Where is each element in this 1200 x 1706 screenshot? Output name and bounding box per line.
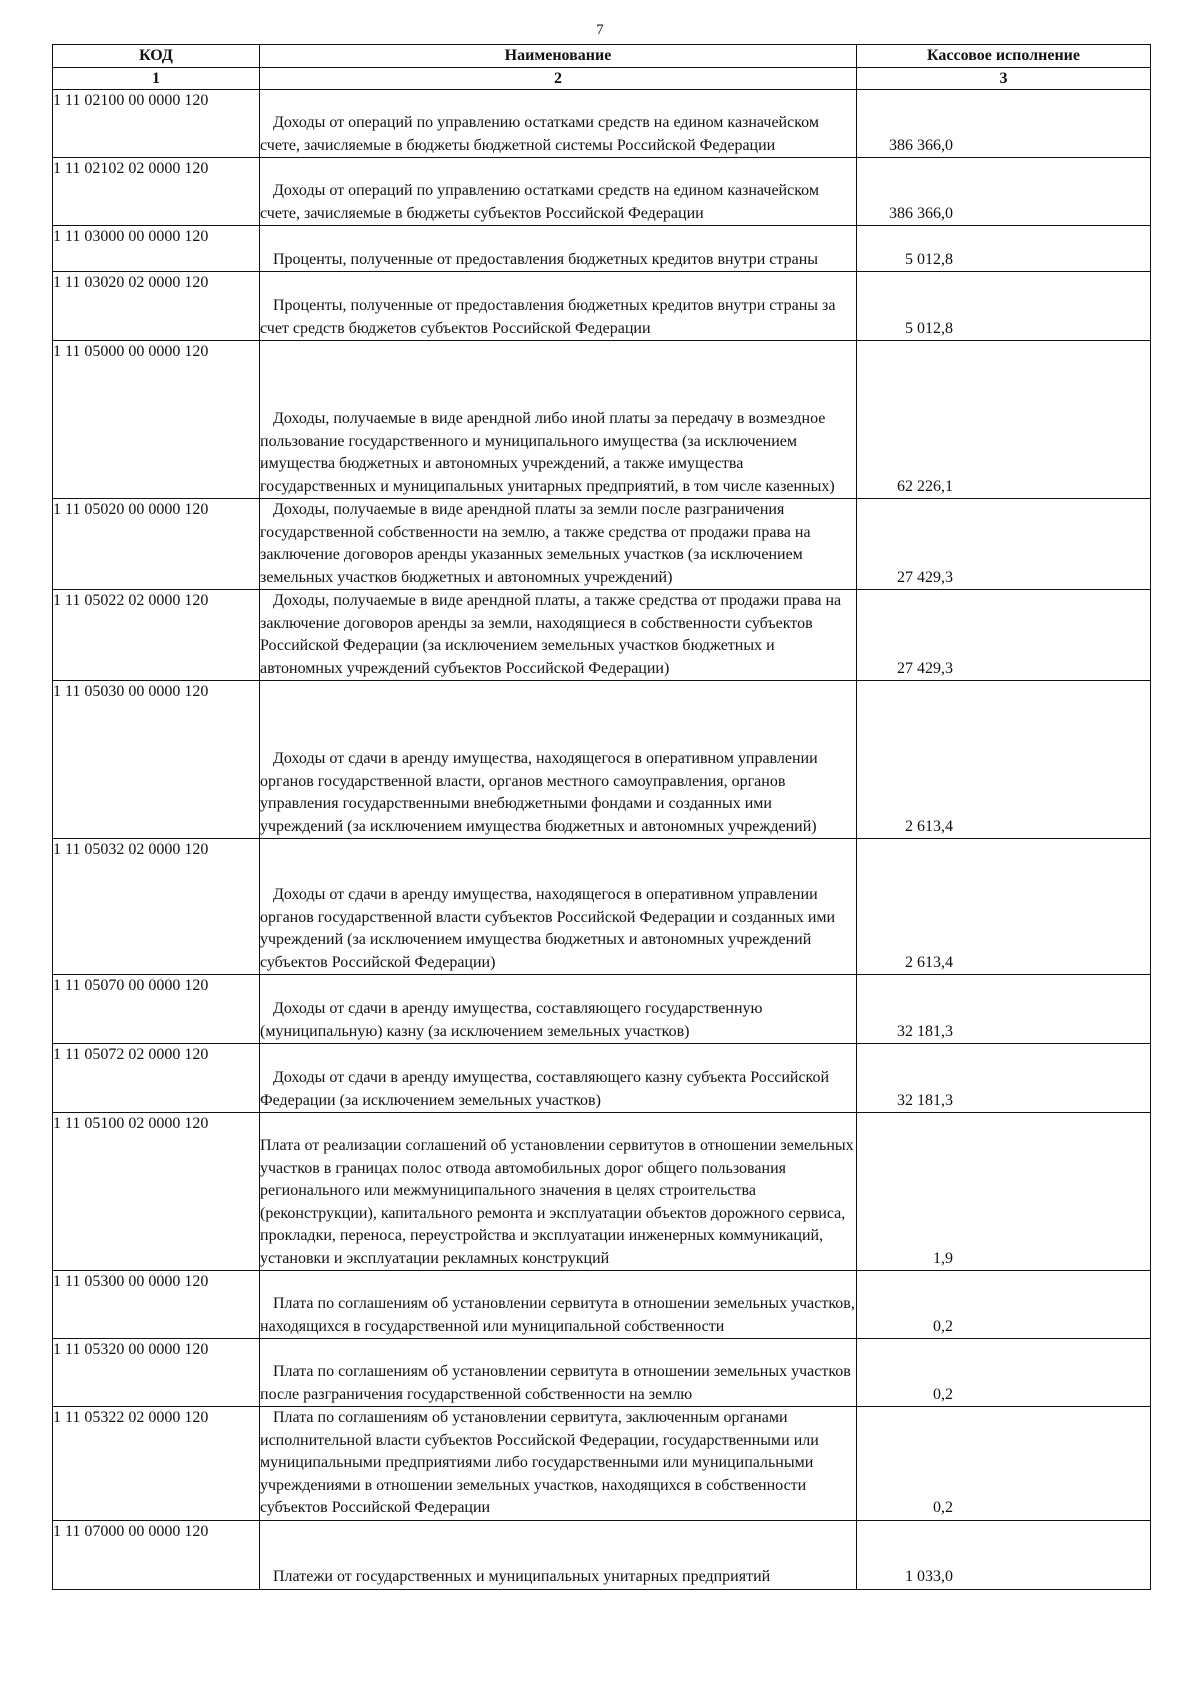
row-value-cell xyxy=(857,681,1151,839)
row-value: 2 613,4 xyxy=(905,953,953,971)
row-value-cell xyxy=(857,590,1151,681)
row-code: 1 11 05100 02 0000 120 xyxy=(53,1113,260,1271)
row-name: Доходы от сдачи в аренду имущества, составляющего государственную (муниципальную) казну (за исключением земельных участков) xyxy=(260,975,857,1044)
table-row xyxy=(53,975,1151,1044)
row-name xyxy=(260,1113,857,1271)
table-row xyxy=(53,1339,1151,1407)
row-value: 32 181,3 xyxy=(897,1091,953,1109)
row-name: Доходы от сдачи в аренду имущества, находящегося в оперативном управлении органов государственной власти, органов местного самоуправления, органов управления государственными внебюджетными фондами и созданных ими учреждений (за исключением имущества бюджетных и автономных учреждений) xyxy=(260,681,857,839)
row-value-cell xyxy=(857,1407,1151,1521)
row-value: 2 613,4 xyxy=(905,817,953,835)
row-code: 1 11 05000 00 0000 120 xyxy=(53,341,260,499)
row-code: 1 11 05300 00 0000 120 xyxy=(53,1271,260,1339)
row-value-cell xyxy=(857,975,1151,1044)
row-code: 1 11 07000 00 0000 120 xyxy=(53,1520,260,1589)
table-row xyxy=(53,90,1151,158)
row-name-spacer xyxy=(260,1113,856,1135)
table-row xyxy=(53,1520,1151,1589)
table-row xyxy=(53,1113,1151,1271)
row-code: 1 11 05020 00 0000 120 xyxy=(53,499,260,590)
row-name: Доходы от операций по управлению остатками средств на едином казначейском счете, зачисляемые в бюджеты бюджетной системы Российской Федерации xyxy=(260,90,857,158)
table-row xyxy=(53,272,1151,341)
table-row xyxy=(53,1044,1151,1113)
header-execution: Кассовое исполнение xyxy=(857,45,1151,68)
row-value: 0,2 xyxy=(933,1385,953,1403)
table-row xyxy=(53,226,1151,272)
row-value: 386 366,0 xyxy=(889,204,953,222)
row-name: Доходы, получаемые в виде арендной платы за земли после разграничения государственной собственности на землю, а также средства от продажи права на заключение договоров аренды указанных земельных участков (за исключением земельных участков бюджетных и автономных учреждений) xyxy=(260,499,857,590)
row-value: 5 012,8 xyxy=(905,319,953,337)
header-code: КОД xyxy=(53,45,260,68)
row-value-cell xyxy=(857,341,1151,499)
row-code: 1 11 05070 00 0000 120 xyxy=(53,975,260,1044)
row-value-cell xyxy=(857,226,1151,272)
row-value: 0,2 xyxy=(933,1317,953,1335)
row-name: Доходы от сдачи в аренду имущества, находящегося в оперативном управлении органов государственной власти субъектов Российской Федерации и созданных ими учреждений (за исключением имущества бюджетных и автономных учреждений субъектов Российской Федерации) xyxy=(260,839,857,975)
row-code: 1 11 02102 02 0000 120 xyxy=(53,158,260,226)
row-code: 1 11 05322 02 0000 120 xyxy=(53,1407,260,1521)
row-value: 27 429,3 xyxy=(897,568,953,586)
column-number: 2 xyxy=(260,68,857,90)
row-code: 1 11 05320 00 0000 120 xyxy=(53,1339,260,1407)
table-row xyxy=(53,590,1151,681)
row-value-cell xyxy=(857,158,1151,226)
row-value: 5 012,8 xyxy=(905,250,953,268)
table-row xyxy=(53,839,1151,975)
table-row xyxy=(53,341,1151,499)
row-code: 1 11 05072 02 0000 120 xyxy=(53,1044,260,1113)
row-value: 1,9 xyxy=(933,1249,953,1267)
row-code: 1 11 05030 00 0000 120 xyxy=(53,681,260,839)
row-code: 1 11 05022 02 0000 120 xyxy=(53,590,260,681)
row-name: Проценты, полученные от предоставления бюджетных кредитов внутри страны за счет средств бюджетов субъектов Российской Федерации xyxy=(260,272,857,341)
row-value-cell xyxy=(857,499,1151,590)
row-value-cell xyxy=(857,1271,1151,1339)
row-name: Проценты, полученные от предоставления бюджетных кредитов внутри страны xyxy=(260,226,857,272)
row-value-cell xyxy=(857,272,1151,341)
page-number: 7 xyxy=(596,22,604,38)
row-value: 32 181,3 xyxy=(897,1022,953,1040)
row-name: Плата по соглашениям об установлении сервитута в отношении земельных участков после разграничения государственной собственности на землю xyxy=(260,1339,857,1407)
row-code: 1 11 03020 02 0000 120 xyxy=(53,272,260,341)
row-name: Платежи от государственных и муниципальных унитарных предприятий xyxy=(260,1520,857,1589)
row-name-text: Плата от реализации соглашений об установлении сервитутов в отношении земельных участков в границах полос отвода автомобильных дорог общего пользования регионального или межмуниципального значения в целях строительства (реконструкции), капитального ремонта и эксплуатации объектов дорожного сервиса, прокладки, переноса, переустройства и эксплуатации инженерных коммуникаций, установки и эксплуатации рекламных конструкций xyxy=(260,1137,854,1267)
table-row xyxy=(53,499,1151,590)
table-row xyxy=(53,158,1151,226)
row-value-cell xyxy=(857,1044,1151,1113)
row-name: Доходы, получаемые в виде арендной платы, а также средства от продажи права на заключение договоров аренды за земли, находящиеся в собственности субъектов Российской Федерации (за исключением земельных участков бюджетных и автономных учреждений субъектов Российской Федерации) xyxy=(260,590,857,681)
row-name: Плата по соглашениям об установлении сервитута в отношении земельных участков, находящихся в государственной или муниципальной собственности xyxy=(260,1271,857,1339)
row-code: 1 11 05032 02 0000 120 xyxy=(53,839,260,975)
column-number: 3 xyxy=(857,68,1151,90)
row-name: Доходы от операций по управлению остатками средств на едином казначейском счете, зачисляемые в бюджеты субъектов Российской Федерации xyxy=(260,158,857,226)
row-code: 1 11 02100 00 0000 120 xyxy=(53,90,260,158)
table-row xyxy=(53,1271,1151,1339)
row-name: Плата по соглашениям об установлении сервитута, заключенным органами исполнительной власти субъектов Российской Федерации, государственными или муниципальными предприятиями либо государственными или муниципальными учреждениями в отношении земельных участков, находящихся в собственности субъектов Российской Федерации xyxy=(260,1407,857,1521)
row-value: 62 226,1 xyxy=(897,477,953,495)
row-value: 386 366,0 xyxy=(889,136,953,154)
row-value-cell xyxy=(857,1113,1151,1271)
table-row xyxy=(53,681,1151,839)
row-value-cell xyxy=(857,1520,1151,1589)
row-name: Доходы от сдачи в аренду имущества, составляющего казну субъекта Российской Федерации (за исключением земельных участков) xyxy=(260,1044,857,1113)
row-value-cell xyxy=(857,1339,1151,1407)
column-number: 1 xyxy=(53,68,260,90)
row-name: Доходы, получаемые в виде арендной либо иной платы за передачу в возмездное пользование государственного и муниципального имущества (за исключением имущества бюджетных и автономных учреждений, а также имущества государственных и муниципальных унитарных предприятий, в том числе казенных) xyxy=(260,341,857,499)
header-name: Наименование xyxy=(260,45,857,68)
row-value-cell xyxy=(857,90,1151,158)
revenue-table xyxy=(52,44,1151,1590)
row-value-cell xyxy=(857,839,1151,975)
row-value: 27 429,3 xyxy=(897,659,953,677)
row-value: 1 033,0 xyxy=(905,1568,953,1585)
row-value: 0,2 xyxy=(933,1499,953,1516)
table-row xyxy=(53,1407,1151,1521)
row-code: 1 11 03000 00 0000 120 xyxy=(53,226,260,272)
